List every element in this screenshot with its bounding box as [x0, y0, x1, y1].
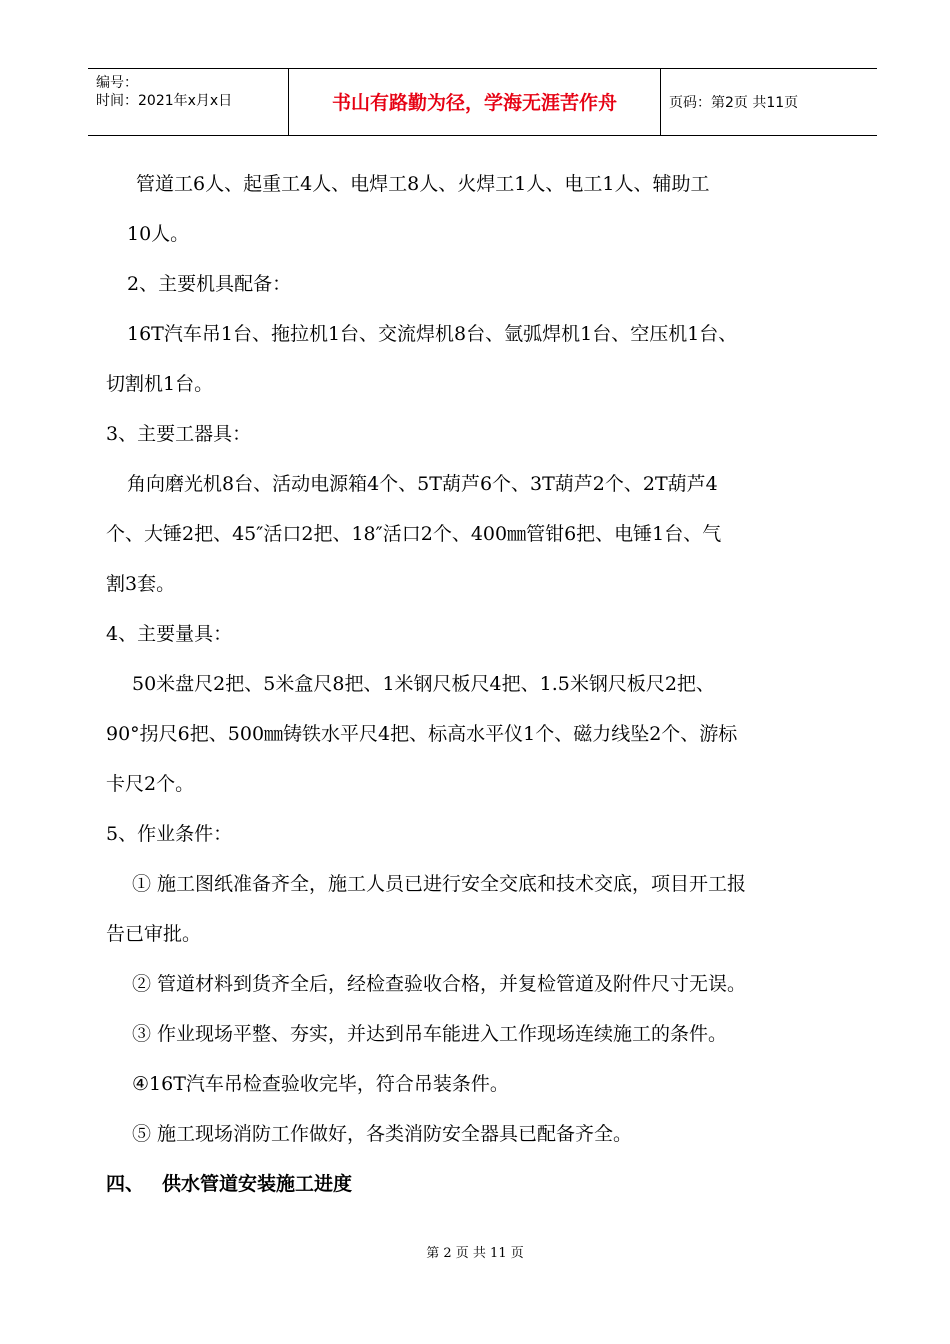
- body-line: 管道工6人、起重工4人、电焊工8人、火焊工1人、电工1人、辅助工: [136, 173, 710, 195]
- condition-item: ③ 作业现场平整、夯实，并达到吊车能进入工作现场连续施工的条件。: [132, 1023, 728, 1045]
- condition-item: ② 管道材料到货齐全后，经检查验收合格，并复检管道及附件尺寸无误。: [132, 973, 747, 995]
- section-title: 供水管道安装施工进度: [162, 1173, 353, 1195]
- condition-item: ① 施工图纸准备齐全，施工人员已进行安全交底和技术交底，项目开工报: [132, 873, 747, 895]
- body-line: 切割机1台。: [106, 373, 214, 395]
- body-line: 个、大锤2把、45″活口2把、18″活口2个、400㎜管钳6把、电锤1台、气: [106, 523, 722, 545]
- body-line: 角向磨光机8台、活动电源箱4个、5T葫芦6个、3T葫芦2个、2T葫芦4: [127, 473, 718, 495]
- condition-item: ④16T汽车吊检查验收完毕，符合吊装条件。: [132, 1073, 509, 1095]
- body-line: 割3套。: [106, 573, 176, 595]
- list-heading-tools: 3、主要工器具：: [106, 423, 252, 445]
- page-footer: 第 2 页 共 11 页: [426, 1246, 524, 1261]
- condition-item: ⑤ 施工现场消防工作做好，各类消防安全器具已配备齐全。: [132, 1123, 633, 1145]
- list-heading-gauges: 4、主要量具：: [106, 623, 233, 645]
- header-slogan-cell: [288, 69, 661, 135]
- body-line: 卡尺2个。: [106, 773, 195, 795]
- header-meta-cell: [88, 69, 288, 135]
- doc-number-label: 编号：: [96, 75, 138, 91]
- header-page-cell: [661, 69, 877, 135]
- condition-item-cont: 告已审批。: [106, 923, 202, 945]
- body-line: 50米盘尺2把、5米盒尺8把、1米钢尺板尺4把、1.5米钢尺板尺2把、: [132, 673, 715, 695]
- list-heading-equipment: 2、主要机具配备：: [127, 273, 292, 295]
- body-line: 90°拐尺6把、500㎜铸铁水平尺4把、标高水平仪1个、磁力线坠2个、游标: [106, 723, 738, 745]
- header-slogan: 书山有路勤为径，学海无涯苦作舟: [331, 92, 617, 114]
- header-page-info: 页码：第2页 共11页: [669, 95, 799, 111]
- doc-time: 时间：2021年x月x日: [96, 93, 233, 109]
- page-header: [88, 68, 877, 136]
- list-heading-conditions: 5、作业条件：: [106, 823, 233, 845]
- section-number: 四、: [106, 1173, 145, 1195]
- body-line: 10人。: [127, 223, 190, 245]
- body-line: 16T汽车吊1台、拖拉机1台、交流焊机8台、氩弧焊机1台、空压机1台、: [127, 323, 738, 345]
